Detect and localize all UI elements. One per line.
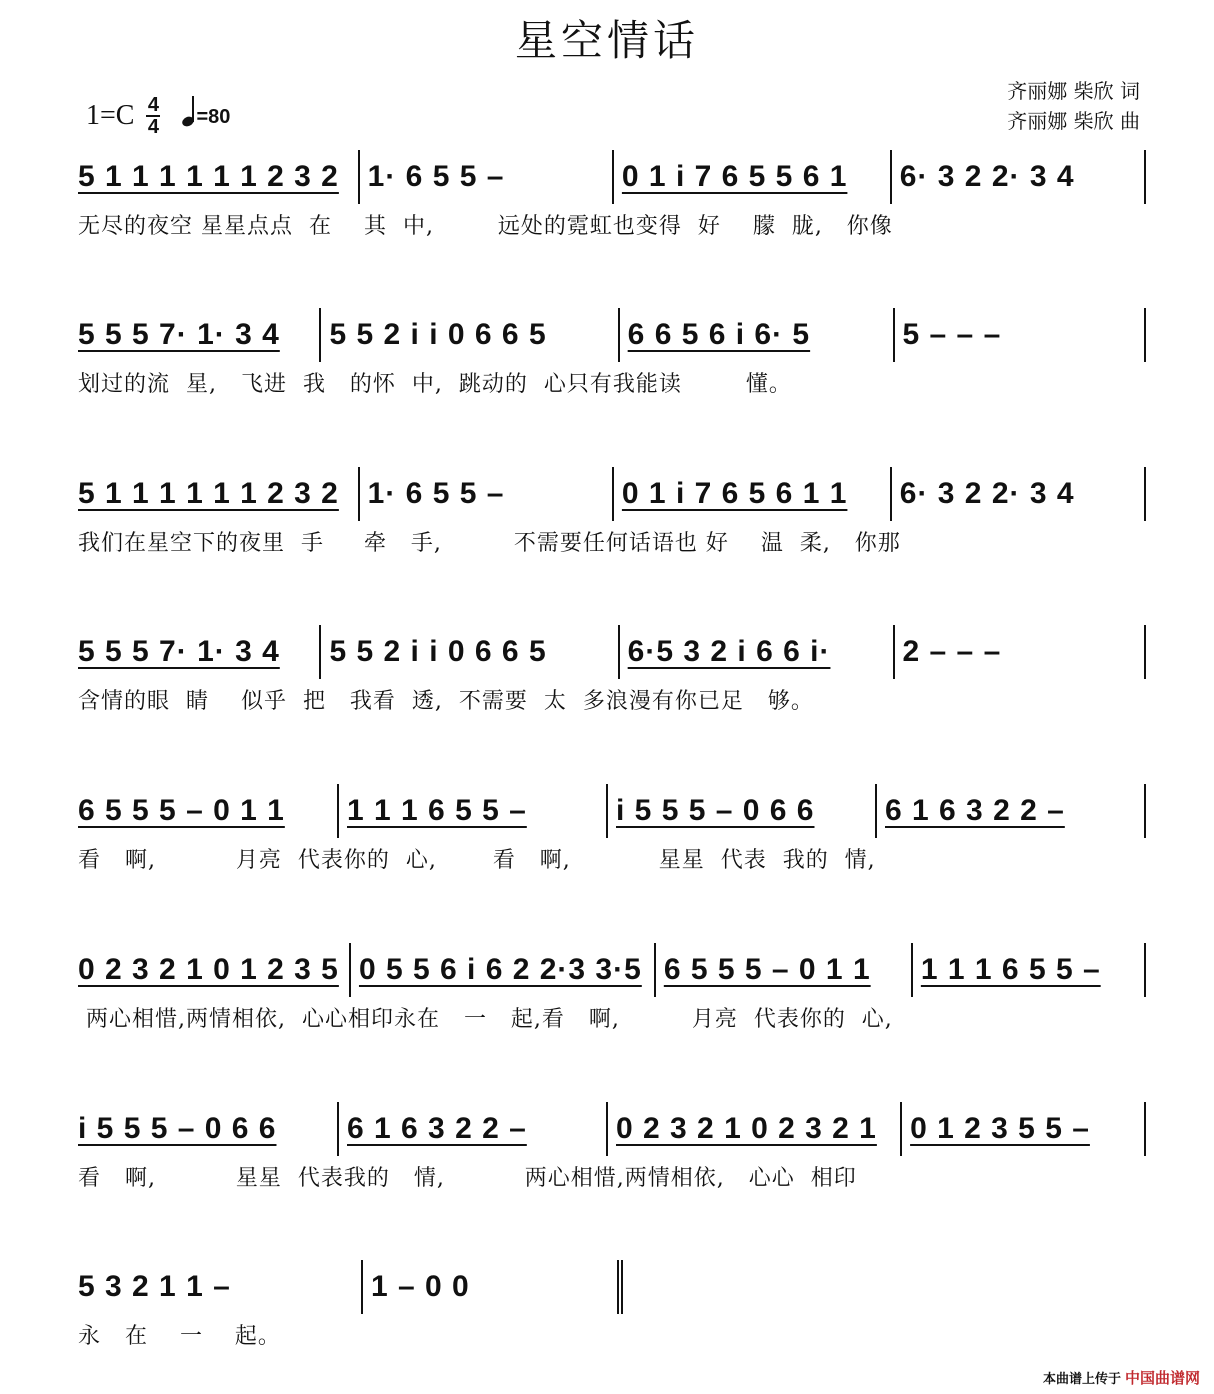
measure: 0 2 3 2 1 0 2 3 2 1 xyxy=(608,1102,902,1156)
measure: 5 1 1 1 1 1 1 2 3 2 xyxy=(78,150,360,204)
lyrics-line: 看 啊, 星星 代表我的 情, 两心相惜,两情相依, 心心 相印 xyxy=(78,1165,857,1191)
measure: 0 1 i 7 6 5 5 6 1 xyxy=(614,150,892,204)
measure: 5 5 5 7· 1· 3 4 xyxy=(78,308,321,362)
lyrics-line: 两心相惜,两情相依, 心心相印永在 一 起,看 啊, 月亮 代表你的 心, xyxy=(78,1006,893,1032)
lyrics-line: 含情的眼 睛 似乎 把 我看 透, 不需要 太 多浪漫有你已足 够。 xyxy=(78,688,814,714)
measure: 6 5 5 5 – 0 1 1 xyxy=(656,943,913,997)
measure: 0 1 i 7 6 5 6 1 1 xyxy=(614,467,892,521)
tempo-marking xyxy=(182,103,230,129)
notes-line xyxy=(78,150,1146,204)
notes-line xyxy=(78,625,1146,679)
time-signature xyxy=(146,96,160,136)
measure: 5 3 2 1 1 – xyxy=(78,1260,363,1314)
measure: 0 5 5 6 i 6 2 2·3 3·5 xyxy=(351,943,656,997)
time-sig-top: 4 xyxy=(147,94,160,116)
measure: 6 1 6 3 2 2 – xyxy=(877,784,1146,838)
measure: 6 1 6 3 2 2 – xyxy=(339,1102,608,1156)
measure: 6 6 5 6 i 6· 5 xyxy=(620,308,895,362)
measure: 0 2 3 2 1 0 1 2 3 5 xyxy=(78,943,351,997)
lyrics-line: 永 在 一 起。 xyxy=(78,1323,281,1349)
measure: 1· 6 5 5 – xyxy=(360,467,614,521)
measure: 5 5 2 i i 0 6 6 5 xyxy=(321,308,619,362)
measure: 5 5 5 7· 1· 3 4 xyxy=(78,625,321,679)
composer-credit: 齐丽娜 柴欣 曲 xyxy=(1007,109,1140,133)
credits xyxy=(1007,76,1140,136)
measure: i 5 5 5 – 0 6 6 xyxy=(78,1102,339,1156)
measure: 5 5 2 i i 0 6 6 5 xyxy=(321,625,619,679)
lyrics-line: 看 啊, 月亮 代表你的 心, 看 啊, 星星 代表 我的 情, xyxy=(78,847,876,873)
key-signature xyxy=(86,96,230,136)
lyrics-line: 我们在星空下的夜里 手 牵 手, 不需要任何话语也 好 温 柔, 你那 xyxy=(78,530,901,556)
footer-watermark xyxy=(1043,1367,1200,1388)
notes-line xyxy=(78,784,1146,838)
measure: 6· 3 2 2· 3 4 xyxy=(892,150,1146,204)
site-logo-icon: 中国曲谱网 xyxy=(1124,1370,1200,1387)
measure: 6 5 5 5 – 0 1 1 xyxy=(78,784,339,838)
measure: 0 1 2 3 5 5 – xyxy=(902,1102,1146,1156)
lyricist-credit: 齐丽娜 柴欣 词 xyxy=(1007,79,1140,103)
notes-line xyxy=(78,1102,1146,1156)
measure: 5 1 1 1 1 1 1 2 3 2 xyxy=(78,467,360,521)
tempo-value: =80 xyxy=(196,106,231,128)
lyrics-line: 无尽的夜空 星星点点 在 其 中, 远处的霓虹也变得 好 朦 胧, 你像 xyxy=(78,213,893,239)
final-measure: 1 – 0 0 xyxy=(363,1260,623,1314)
measure: 1 1 1 6 5 5 – xyxy=(339,784,608,838)
time-sig-bottom: 4 xyxy=(147,116,160,138)
key-label: 1=C xyxy=(86,100,135,131)
page-title: 星空情话 xyxy=(514,16,699,65)
footer-text: 本曲谱上传于 xyxy=(1042,1371,1121,1386)
measure: 2 – – – xyxy=(895,625,1146,679)
measure: 6·5 3 2 i 6 6 i· xyxy=(620,625,895,679)
measure: 1 1 1 6 5 5 – xyxy=(913,943,1146,997)
notes-line xyxy=(78,308,1146,362)
measure: 1· 6 5 5 – xyxy=(360,150,614,204)
notes-line xyxy=(78,467,1146,521)
lyrics-line: 划过的流 星, 飞进 我 的怀 中, 跳动的 心只有我能读 懂。 xyxy=(78,371,792,397)
notes-line xyxy=(78,943,1146,997)
measure: 6· 3 2 2· 3 4 xyxy=(892,467,1146,521)
measure: i 5 5 5 – 0 6 6 xyxy=(608,784,877,838)
measure: 5 – – – xyxy=(895,308,1146,362)
notes-line xyxy=(78,1260,623,1314)
